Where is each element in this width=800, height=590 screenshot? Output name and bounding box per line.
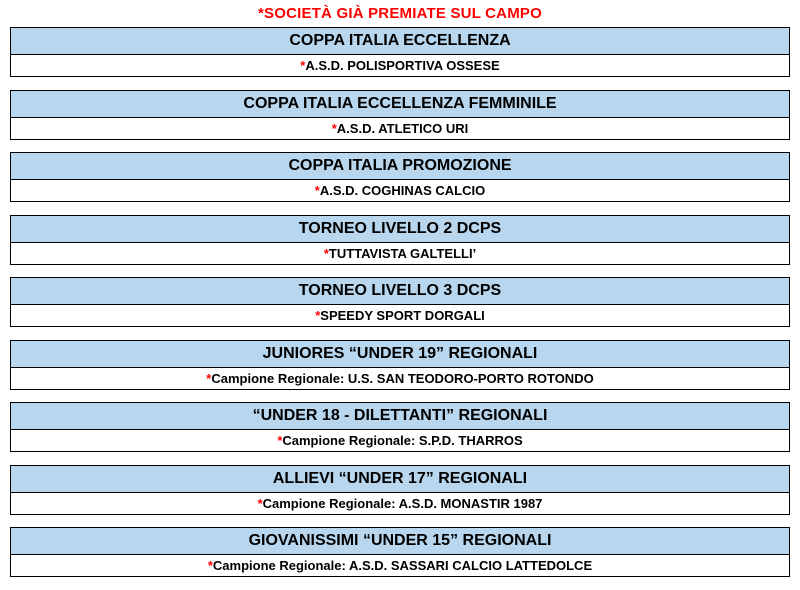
winner-name: A.S.D. COGHINAS CALCIO: [319, 183, 486, 198]
award-title: TORNEO LIVELLO 2 DCPS: [11, 216, 789, 243]
winner-name: Campione Regionale: U.S. SAN TEODORO-PORTO ROTONDO: [211, 370, 594, 386]
award-title: JUNIORES “UNDER 19” REGIONALI: [11, 341, 789, 368]
award-winner: [11, 493, 789, 514]
award-winner: [11, 368, 789, 389]
award-block: [10, 277, 790, 327]
winner-name: Campione Regionale: A.S.D. MONASTIR 1987: [262, 495, 543, 511]
asterisk-marker: *: [323, 245, 329, 261]
award-block: [10, 527, 790, 577]
award-title: ALLIEVI “UNDER 17” REGIONALI: [11, 466, 789, 493]
award-title: COPPA ITALIA ECCELLENZA: [11, 28, 789, 55]
award-title: TORNEO LIVELLO 3 DCPS: [11, 278, 789, 305]
winner-name: A.S.D. ATLETICO URI: [336, 120, 469, 136]
winner-name: Campione Regionale: A.S.D. SASSARI CALCIO LATTEDOLCE: [212, 558, 593, 573]
asterisk-marker: *: [277, 433, 283, 448]
award-title: “UNDER 18 - DILETTANTI” REGIONALI: [11, 403, 789, 430]
winner-name: SPEEDY SPORT DORGALI: [320, 308, 485, 323]
award-winner: [11, 243, 789, 264]
award-block: [10, 215, 790, 265]
asterisk-marker: *: [257, 495, 263, 511]
page-heading: *SOCIETÀ GIÀ PREMIATE SUL CAMPO: [257, 5, 542, 22]
award-block: [10, 340, 790, 390]
award-block: [10, 27, 790, 77]
asterisk-marker: *: [207, 558, 213, 573]
asterisk-marker: *: [206, 370, 212, 386]
award-block: [10, 152, 790, 202]
award-winner: [11, 118, 789, 139]
award-title: COPPA ITALIA ECCELLENZA FEMMINILE: [11, 91, 789, 118]
award-winner: [11, 555, 789, 576]
award-block: [10, 402, 790, 452]
winner-name: TUTTAVISTA GALTELLI’: [328, 245, 477, 261]
award-title: GIOVANISSIMI “UNDER 15” REGIONALI: [11, 528, 789, 555]
award-winner: [11, 430, 789, 451]
asterisk-marker: *: [314, 183, 320, 198]
asterisk-marker: *: [300, 58, 306, 73]
award-title: COPPA ITALIA PROMOZIONE: [11, 153, 789, 180]
award-winner: [11, 55, 789, 76]
asterisk-marker: *: [315, 308, 321, 323]
award-block: [10, 90, 790, 140]
award-winner: [11, 180, 789, 201]
award-winner: [11, 305, 789, 326]
winner-name: A.S.D. POLISPORTIVA OSSESE: [305, 58, 500, 73]
award-list: [10, 27, 790, 590]
award-block: [10, 465, 790, 515]
asterisk-marker: *: [331, 120, 337, 136]
winner-name: Campione Regionale: S.P.D. THARROS: [282, 433, 523, 448]
